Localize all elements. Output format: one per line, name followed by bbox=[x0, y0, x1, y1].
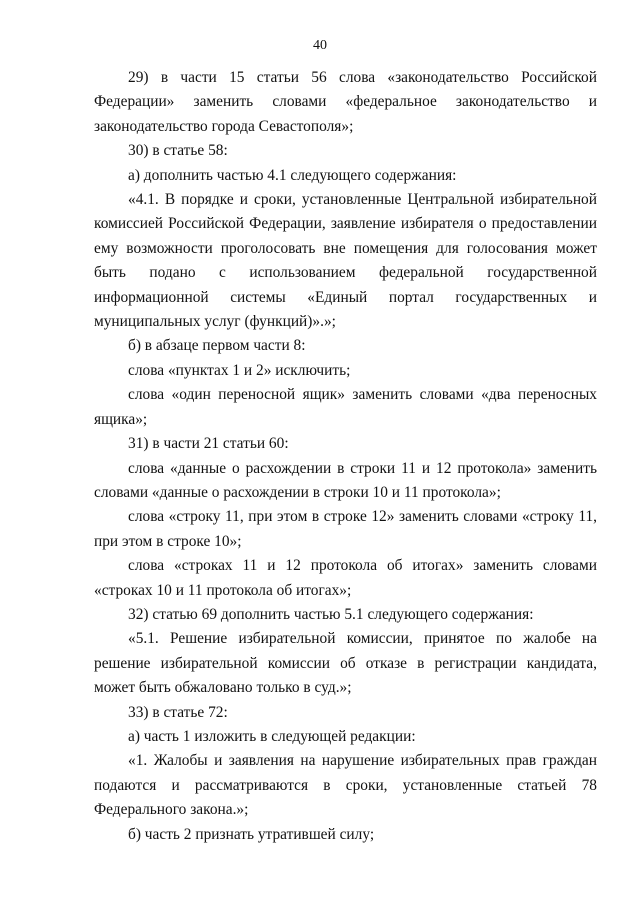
paragraph-33: 33) в статье 72: bbox=[128, 703, 228, 721]
paragraph-32: 32) статью 69 дополнить частью 5.1 следующего содержания: bbox=[128, 605, 534, 623]
paragraph-31: 31) в части 21 статьи 60: bbox=[128, 435, 289, 453]
paragraph-30b: б) в абзаце первом части 8: bbox=[128, 337, 306, 355]
paragraph-29: 29) в части 15 статьи 56 слова «законодательство Российской Федерации» заменить словами «федеральное законодательство и законодательство города Севастополя»; bbox=[94, 69, 597, 135]
paragraph-31-replace-2: слова «строку 11, при этом в строке 12» заменить словами «строку 11, при этом в строке 10»; bbox=[94, 508, 597, 550]
paragraph-31-replace-1: слова «данные о расхождении в строки 11 и 12 протокола» заменить словами «данные о расхождении в строки 10 и 11 протокола»; bbox=[94, 459, 597, 501]
paragraph-31-replace-3: слова «строках 11 и 12 протокола об итогах» заменить словами «строках 10 и 11 протокола об итогах»; bbox=[94, 557, 597, 599]
document-body bbox=[94, 66, 597, 847]
paragraph-30: 30) в статье 58: bbox=[128, 142, 228, 160]
paragraph-33a: а) часть 1 изложить в следующей редакции: bbox=[128, 727, 416, 745]
page-number: 40 bbox=[313, 38, 327, 53]
paragraph-33b: б) часть 2 признать утратившей силу; bbox=[128, 825, 375, 843]
paragraph-30b-replace: слова «один переносной ящик» заменить словами «два переносных ящика»; bbox=[94, 386, 597, 428]
paragraph-30a: а) дополнить частью 4.1 следующего содержания: bbox=[128, 166, 457, 184]
paragraph-1-quote: «1. Жалобы и заявления на нарушение избирательных прав граждан подаются и рассматриваются в сроки, установленные статьей 78 Федерального закона.»; bbox=[94, 752, 597, 819]
paragraph-5-1-quote: «5.1. Решение избирательной комиссии, принятое по жалобе на решение избирательной комиссии об отказе в регистрации кандидата, может быть обжаловано только в суд.»; bbox=[94, 630, 597, 697]
paragraph-30b-delete: слова «пунктах 1 и 2» исключить; bbox=[128, 361, 351, 379]
paragraph-4-1-quote: «4.1. В порядке и сроки, установленные Центральной избирательной комиссией Российской Федерации, заявление избирателя о предоставлении ему возможности проголосовать вне помещения для голосования может быть подано с использованием федеральной государственной информационной системы «Единый портал государственных и муниципальных услуг (функций)».»; bbox=[94, 191, 597, 331]
